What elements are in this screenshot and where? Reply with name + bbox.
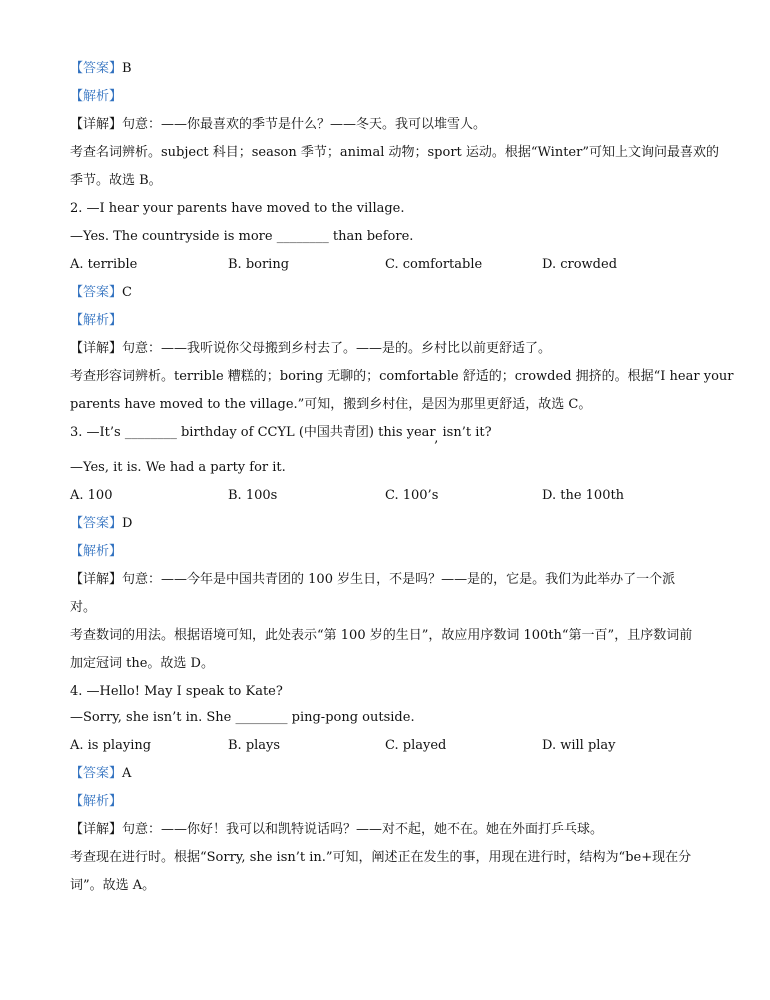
q3-stem-1: [70, 424, 702, 446]
q2-stem-1: 2. —I hear your parents have moved to the village.: [70, 201, 405, 216]
q4-option-c: C. played: [385, 738, 447, 753]
q4-stem-1: 4. —Hello! May I speak to Kate?: [70, 684, 283, 699]
q2-option-a: A. terrible: [70, 257, 138, 272]
q3-explain-2: 加定冠词 the。故选 D。: [70, 656, 214, 671]
q3-detail-line: [70, 571, 702, 588]
q3-detail-2: 对。: [70, 600, 97, 615]
q4-analysis-line: [70, 793, 702, 810]
q2-option-d: D. crowded: [542, 257, 618, 272]
q3-analysis-line: [70, 543, 702, 560]
q4-stem-2: —Sorry, she isn’t in. She ________ ping-pong outside.: [70, 710, 415, 725]
q3-answer: D: [122, 516, 133, 531]
q3-option-d: D. the 100th: [542, 488, 625, 503]
analysis-tag: 【解析】: [70, 89, 123, 104]
q3-stem-1a: 3. —It’s ________ birthday of CCYL (中国共青团) this year: [70, 425, 435, 440]
q1-detail-line: [70, 116, 702, 133]
q1-explain-1: 考查名词辨析。subject 科目；season 季节；animal 动物；sport 运动。根据“Winter”可知上文询问最喜欢的: [70, 145, 719, 160]
q4-answer-line: [70, 765, 702, 782]
q1-explain-2: 季节。故选 B。: [70, 173, 162, 188]
q4-option-d: D. will play: [542, 738, 616, 753]
q2-stem-2: —Yes. The countryside is more ________ than before.: [70, 229, 414, 244]
q4-answer: A: [122, 766, 132, 781]
q3-explain-1: 考查数词的用法。根据语境可知，此处表示“第 100 岁的生日”，故应用序数词 100th“第一百”，且序数词前: [70, 628, 693, 643]
detail-tag: 【详解】: [70, 341, 123, 356]
answer-tag: 【答案】: [70, 61, 123, 76]
q2-answer: C: [122, 285, 132, 300]
q2-analysis-line: [70, 312, 702, 329]
q1-detail: 句意：——你最喜欢的季节是什么？——冬天。我可以堆雪人。: [122, 117, 487, 132]
q2-options: [70, 256, 710, 273]
analysis-tag: 【解析】: [70, 313, 123, 328]
answer-tag: 【答案】: [70, 516, 123, 531]
q2-detail-line: [70, 340, 702, 357]
q3-option-c: C. 100’s: [385, 488, 439, 503]
q4-detail: 句意：——你好！我可以和凯特说话吗？——对不起，她不在。她在外面打乒乓球。: [122, 822, 604, 837]
q1-answer-line: [70, 60, 702, 77]
detail-tag: 【详解】: [70, 822, 123, 837]
q3-stem-comma: ,: [434, 431, 439, 446]
q4-detail-line: [70, 821, 702, 838]
q2-answer-line: [70, 284, 702, 301]
q2-explain-2: parents have moved to the village.”可知，搬到乡村住，是因为那里更舒适，故选 C。: [70, 397, 592, 412]
q3-detail-1: 句意：——今年是中国共青团的 100 岁生日，不是吗？——是的，它是。我们为此举办了一个派: [122, 572, 676, 587]
q4-explain-1: 考查现在进行时。根据“Sorry, she isn’t in.”可知，阐述正在发生的事，用现在进行时，结构为“be+现在分: [70, 850, 692, 865]
q4-option-b: B. plays: [228, 738, 281, 753]
q4-option-a: A. is playing: [70, 738, 152, 753]
detail-tag: 【详解】: [70, 572, 123, 587]
answer-tag: 【答案】: [70, 285, 123, 300]
q3-stem-1b: isn’t it?: [438, 425, 492, 440]
q3-option-b: B. 100s: [228, 488, 278, 503]
analysis-tag: 【解析】: [70, 794, 123, 809]
q1-analysis-line: [70, 88, 702, 105]
q4-options: [70, 737, 710, 754]
q2-option-c: C. comfortable: [385, 257, 483, 272]
q3-option-a: A. 100: [70, 488, 113, 503]
analysis-tag: 【解析】: [70, 544, 123, 559]
q3-answer-line: [70, 515, 702, 532]
q2-detail: 句意：——我听说你父母搬到乡村去了。——是的。乡村比以前更舒适了。: [122, 341, 552, 356]
q3-options: [70, 487, 710, 504]
q4-explain-2: 词”。故选 A。: [70, 878, 156, 893]
q1-answer: B: [122, 61, 132, 76]
detail-tag: 【详解】: [70, 117, 123, 132]
q2-explain-1: 考查形容词辨析。terrible 糟糕的；boring 无聊的；comfortable 舒适的；crowded 拥挤的。根据“I hear your: [70, 369, 734, 384]
answer-tag: 【答案】: [70, 766, 123, 781]
q3-stem-2: —Yes, it is. We had a party for it.: [70, 460, 286, 475]
q2-option-b: B. boring: [228, 257, 290, 272]
